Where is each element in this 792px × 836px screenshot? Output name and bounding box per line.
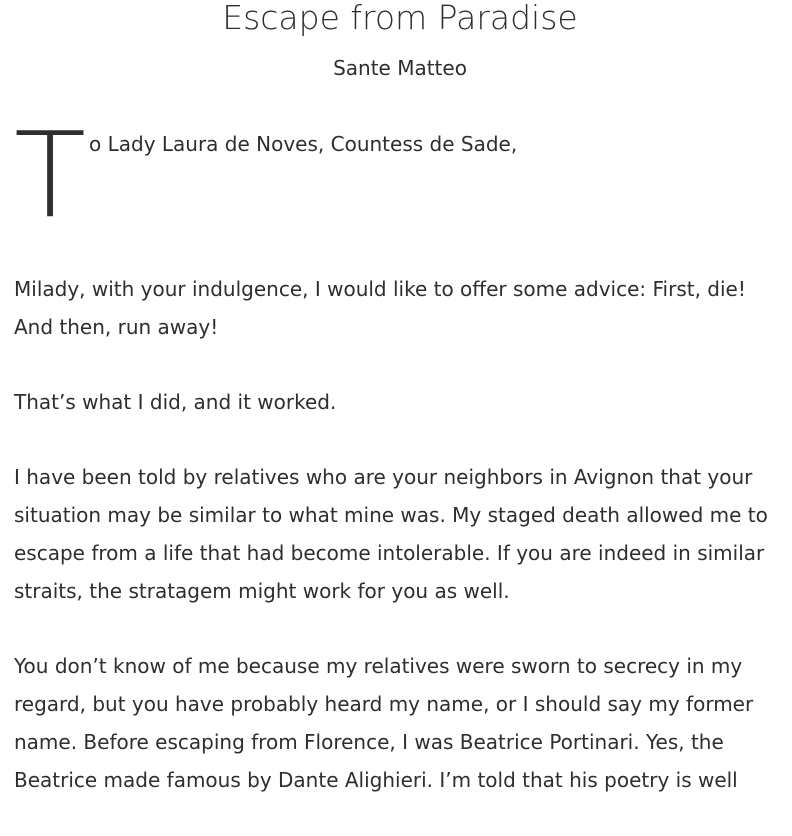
- paragraph: That’s what I did, and it worked.: [14, 390, 337, 414]
- drop-cap: T: [14, 106, 87, 244]
- salutation: o Lady Laura de Noves, Countess de Sade,: [89, 132, 518, 156]
- paragraph: Milady, with your indulgence, I would like to offer some advice: First, die! And then, run away!: [14, 277, 746, 339]
- opening-line: [14, 106, 786, 244]
- paragraph: I have been told by relatives who are your neighbors in Avignon that your situation may be similar to what mine was. My staged death allowed me to escape from a life that had become intolerable. If you are indeed in similar straits, the stratagem might work for you as well.: [14, 465, 768, 603]
- article-author: Sante Matteo: [333, 56, 467, 80]
- paragraph: You don’t know of me because my relatives were sworn to secrecy in my regard, but you have probably heard my name, or I should say my former name. Before escaping from Florence, I was Beatrice Portinari. Yes, the Beatrice made famous by Dante Alighieri. I’m told that his poetry is well: [14, 654, 754, 792]
- article-title: Escape from Paradise: [222, 0, 578, 38]
- article-body: [14, 270, 786, 836]
